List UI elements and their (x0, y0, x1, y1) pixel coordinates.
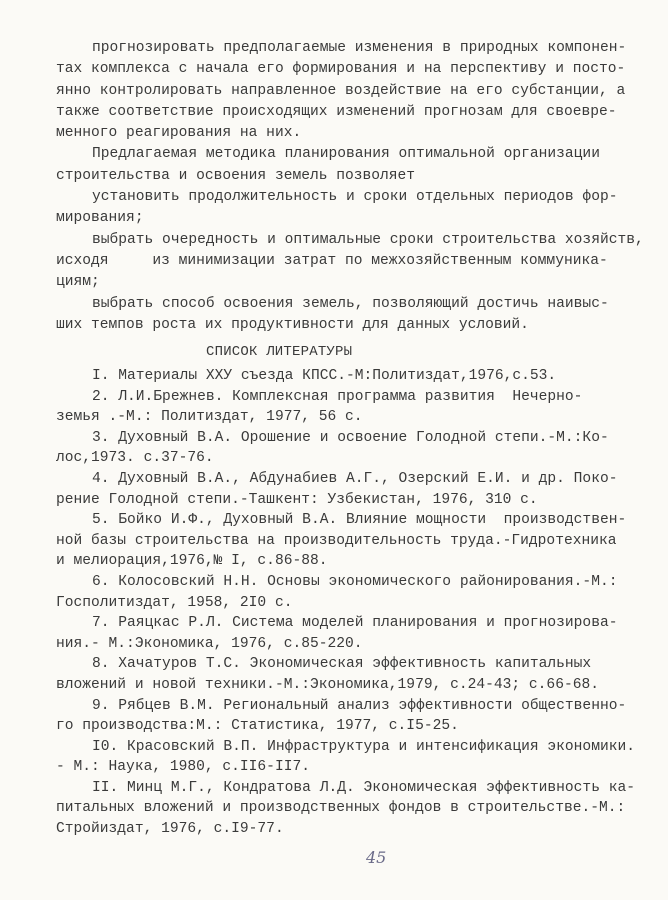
text-line: тах комплекса с начала его формирования и на перспективу и посто- (56, 61, 626, 78)
text-line: мирования; (56, 210, 144, 227)
page-number: 45 (366, 848, 387, 867)
reference-line: 6. Колосовский Н.Н. Основы экономического районирования.-М.: (92, 573, 618, 590)
reference-line: земья .-М.: Политиздат, 1977, 56 с. (56, 409, 363, 426)
reference-line: - М.: Наука, 1980, с.II6-II7. (56, 759, 310, 776)
text-line: циям; (56, 274, 100, 291)
reference-line: и мелиорация,1976,№ I, с.86-88. (56, 553, 328, 570)
text-line: выбрать очередность и оптимальные сроки строительства хозяйств, (92, 231, 644, 248)
reference-line: Стройиздат, 1976, с.I9-77. (56, 821, 284, 838)
reference-line: 8. Хачатуров Т.С. Экономическая эффективность капитальных (92, 656, 592, 673)
text-line: также соответствие происходящих изменений прогнозам для своевре- (56, 103, 617, 120)
body-text (56, 38, 656, 336)
reference-line: вложений и новой техники.-М.:Экономика,1979, с.24-43; с.66-68. (56, 676, 599, 693)
reference-line: 5. Бойко И.Ф., Духовный В.А. Влияние мощности производствен- (92, 512, 627, 529)
text-line: янно контролировать направленное воздействие на его субстанции, а (56, 82, 626, 99)
references-list (56, 366, 656, 840)
reference-line: рение Голодной степи.-Ташкент: Узбекистан, 1976, 310 с. (56, 491, 538, 508)
text-line: менного реагирования на них. (56, 125, 302, 142)
text-line: строительства и освоения земель позволяет (56, 167, 416, 184)
reference-line: ния.- М.:Экономика, 1976, с.85-220. (56, 635, 363, 652)
reference-line: 9. Рябцев В.М. Региональный анализ эффективности общественно- (92, 697, 627, 714)
reference-line: I0. Красовский В.П. Инфраструктура и интенсификация экономики. (92, 738, 635, 755)
reference-line: лос,1973. с.37-76. (56, 450, 214, 467)
text-line: ших темпов роста их продуктивности для данных условий. (56, 316, 529, 333)
text-line: прогнозировать предполагаемые изменения в природных компонен- (92, 40, 627, 56)
text-line: Предлагаемая методика планирования оптимальной организации (92, 146, 600, 163)
reference-line: 4. Духовный В.А., Абдунабиев А.Г., Озерский Е.И. и др. Поко- (92, 470, 618, 487)
reference-line: 3. Духовный В.А. Орошение и освоение Голодной степи.-М.:Ко- (92, 429, 609, 446)
reference-line: II. Минц М.Г., Кондратова Л.Д. Экономическая эффективность ка- (92, 779, 635, 796)
references-title: СПИСОК ЛИТЕРАТУРЫ (206, 344, 353, 360)
text-line: выбрать способ освоения земель, позволяющий достичь наивыс- (92, 295, 609, 312)
reference-line: го производства:М.: Статистика, 1977, с.I5-25. (56, 718, 459, 735)
text-line: установить продолжительность и сроки отдельных периодов фор- (92, 189, 618, 206)
reference-line: Госполитиздат, 1958, 2I0 с. (56, 594, 293, 611)
reference-line: 7. Раяцкас Р.Л. Система моделей планирования и прогнозирова- (92, 615, 618, 632)
reference-line: ной базы строительства на производительность труда.-Гидротехника (56, 532, 617, 549)
reference-line: I. Материалы ХХУ съезда КПСС.-М:Политиздат,1976,с.53. (92, 368, 557, 384)
reference-line: 2. Л.И.Брежнев. Комплексная программа развития Нечерно- (92, 388, 583, 405)
text-line: исходя из минимизации затрат по межхозяйственным коммуника- (56, 252, 608, 269)
reference-line: питальных вложений и производственных фондов в строительстве.-М.: (56, 800, 626, 817)
